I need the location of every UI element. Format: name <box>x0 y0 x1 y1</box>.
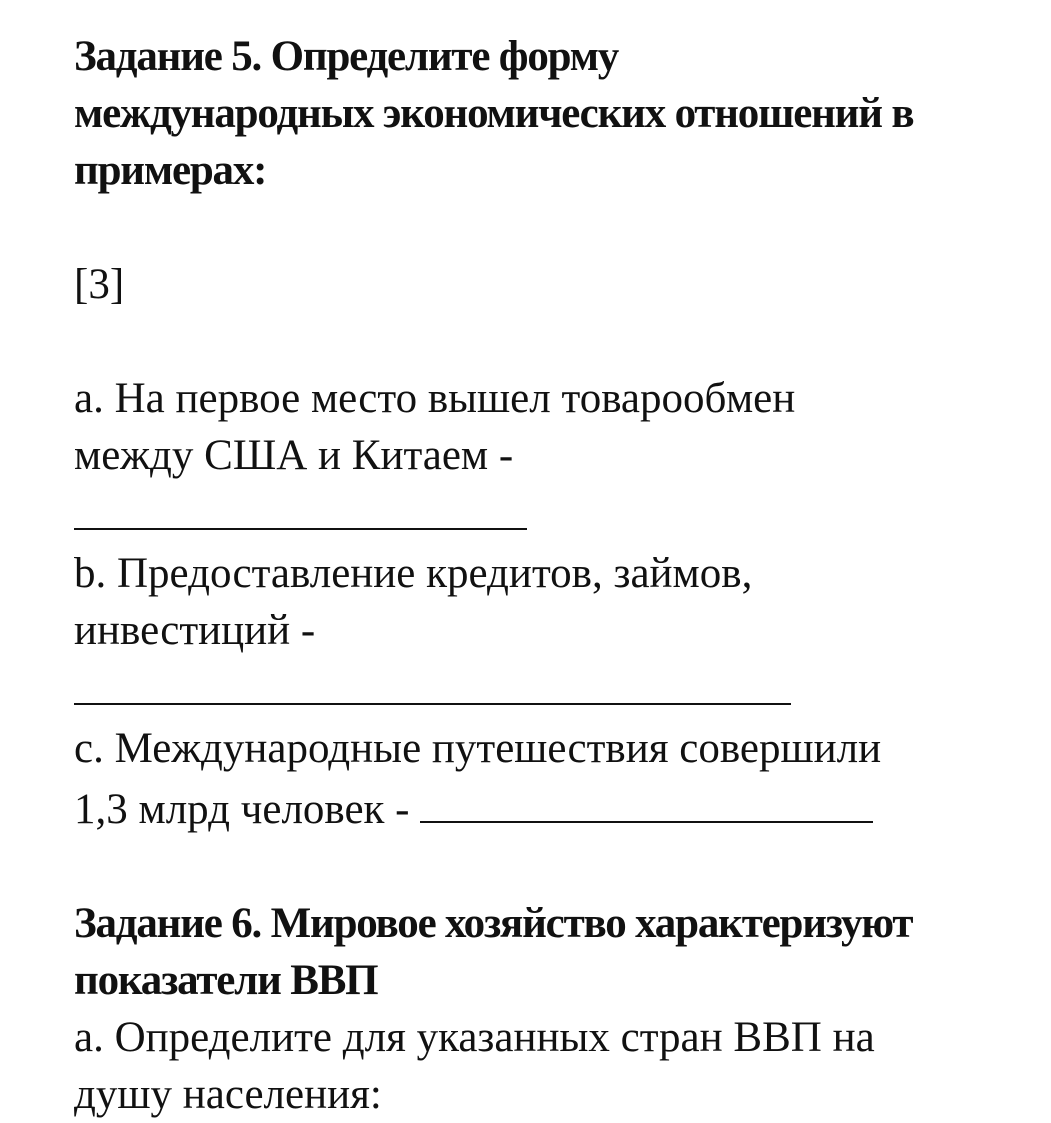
task5-item-a-line2: между США и Китаем - <box>74 432 514 479</box>
task6-item-a-line2: душу населения: <box>74 1071 382 1118</box>
task6-title-line2: показатели ВВП <box>74 957 378 1004</box>
spacer <box>74 199 1034 256</box>
task5-item-c-line2: 1,3 млрд человек - <box>74 786 410 833</box>
spacer <box>74 838 1034 895</box>
task5-item-b-line2: инвестиций - <box>74 607 316 654</box>
task5-item-c-line2-row <box>74 777 1034 838</box>
task5-item-c-line1: c. Международные путешествия совершили <box>74 725 882 772</box>
task6-title-line1: Задание 6. Мировое хозяйство характеризуют <box>74 900 913 947</box>
spacer <box>74 313 1034 370</box>
task5-score: [3] <box>74 261 125 308</box>
task5-item-b-answer-line[interactable] <box>74 659 1034 720</box>
task5-item-c-answer-line[interactable] <box>420 777 873 823</box>
task5-title-line3: примерах: <box>74 147 267 194</box>
document-page <box>74 28 1034 1123</box>
task5-title-line1: Задание 5. Определите форму <box>74 33 619 80</box>
task5-title-line2: международных экономических отношений в <box>74 90 914 137</box>
task5-item-a-line1: a. На первое место вышел товарообмен <box>74 375 796 422</box>
task6-item-a-line1: a. Определите для указанных стран ВВП на <box>74 1014 875 1061</box>
task5-item-b-line1: b. Предоставление кредитов, займов, <box>74 550 753 597</box>
task5-item-a-answer-line[interactable] <box>74 484 1034 545</box>
